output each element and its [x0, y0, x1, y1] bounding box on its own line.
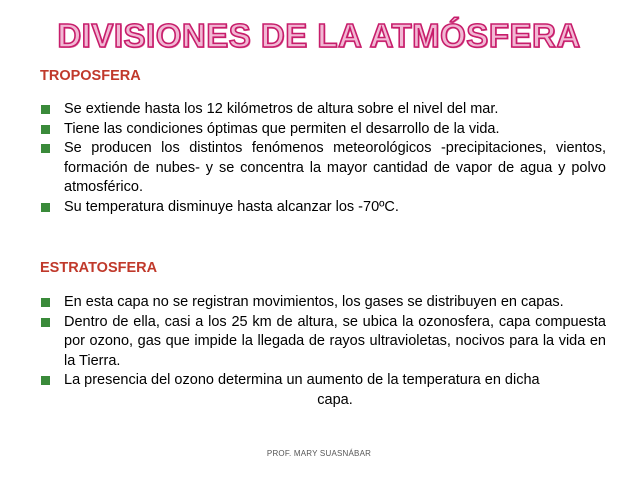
square-bullet-icon	[41, 144, 50, 153]
square-bullet-icon	[41, 376, 50, 385]
square-bullet-icon	[41, 105, 50, 114]
bullet-text: Su temperatura disminuye hasta alcanzar los -70ºC.	[64, 198, 399, 215]
square-bullet-icon	[41, 203, 50, 212]
list-item	[40, 313, 606, 372]
footer-author: PROF. MARY SUASNÁBAR	[266, 449, 372, 458]
bullet-text: Dentro de ella, casi a los 25 km de altura, se ubica la ozonosfera, capa compuesta por ozono, gas que impide la llegada de rayos ultravioletas, nocivos para la vida en la Tierra.	[64, 313, 606, 369]
bullet-list-estratosfera	[40, 293, 606, 410]
section-heading-estratosfera: ESTRATOSFERA	[40, 260, 158, 276]
square-bullet-icon	[41, 298, 50, 307]
list-item	[40, 120, 606, 140]
square-bullet-icon	[41, 125, 50, 134]
bullet-text: En esta capa no se registran movimientos, los gases se distribuyen en capas.	[64, 294, 564, 310]
bullet-text: La presencia del ozono determina un aumento de la temperatura en dicha	[64, 372, 540, 388]
bullet-text: Se extiende hasta los 12 kilómetros de altura sobre el nivel del mar.	[64, 101, 499, 117]
slide-title: DIVISIONES DE LA ATMÓSFERA	[57, 17, 581, 54]
bullet-text: Se producen los distintos fenómenos meteorológicos -precipitaciones, vientos, formación de nubes- y se concentra la mayor cantidad de vapor de agua y polvo atmosférico.	[64, 140, 606, 195]
bullet-text-tail: capa.	[317, 391, 353, 408]
list-item	[40, 100, 606, 120]
list-item	[40, 293, 606, 313]
section-troposfera	[40, 67, 606, 217]
section-heading-troposfera: TROPOSFERA	[40, 68, 141, 84]
list-item	[40, 371, 606, 410]
list-item	[40, 139, 606, 198]
bullet-text: Tiene las condiciones óptimas que permiten el desarrollo de la vida.	[64, 120, 500, 137]
section-estratosfera	[40, 259, 606, 410]
list-item	[40, 198, 606, 218]
bullet-list-troposfera	[40, 100, 606, 217]
square-bullet-icon	[41, 318, 50, 327]
